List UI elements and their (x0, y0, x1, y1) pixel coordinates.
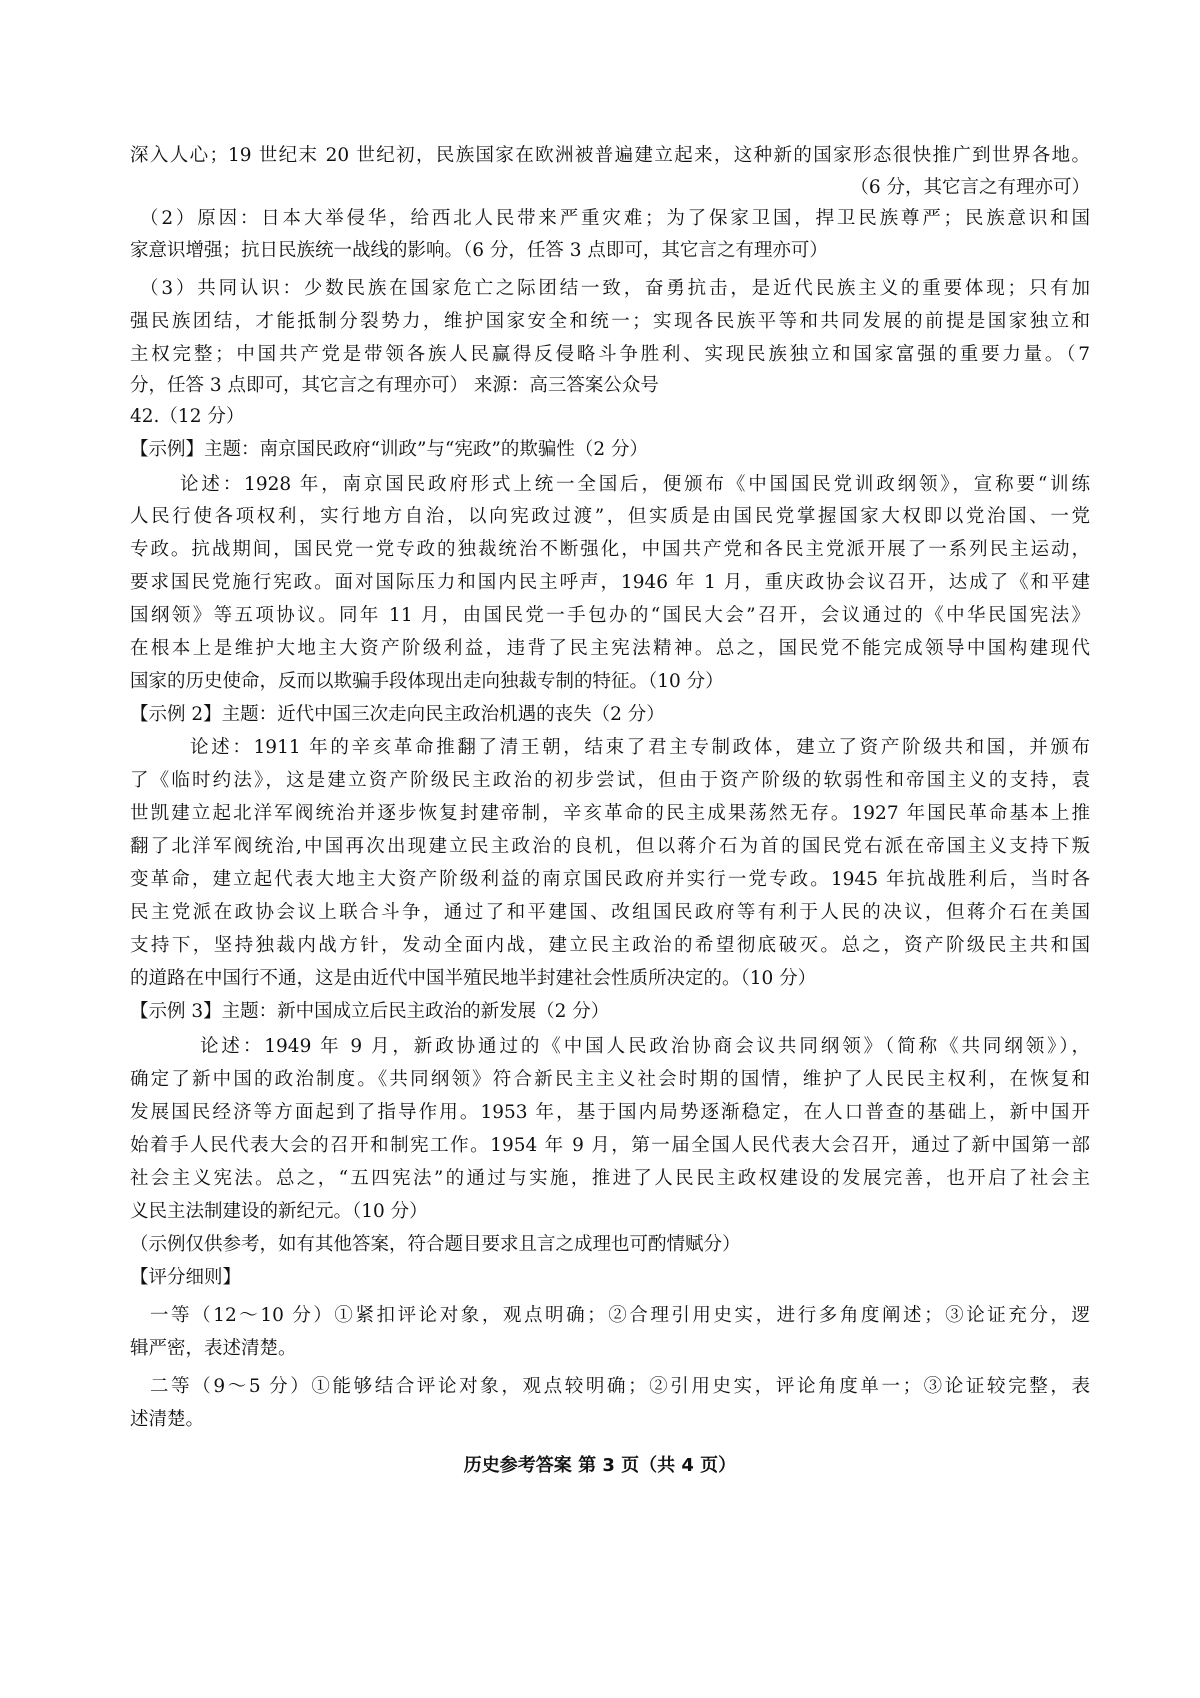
score-note: （6 分，其它言之有理亦可） (850, 177, 1090, 198)
text-line: 始着手人民代表大会的召开和制宪工作。1954 年 9 月，第一届全国人民代表大会召开，通过了新中国第一部 (130, 1135, 1090, 1156)
text-line: 社会主义宪法。总之，“五四宪法”的通过与实施，推进了人民民主政权建设的发展完善，也开启了社会主 (130, 1168, 1090, 1189)
text-line: 发展国民经济等方面起到了指导作用。1953 年，基于国内局势逐渐稳定，在人口普查的基础上，新中国开 (130, 1102, 1090, 1123)
text-line: 深入人心；19 世纪末 20 世纪初，民族国家在欧洲被普遍建立起来，这种新的国家形态很快推广到世界各地。 (130, 145, 1090, 166)
text-line: 国纲领》等五项协议。同年 11 月，由国民党一手包办的“国民大会”召开，会议通过的《中华民国宪法》 (130, 605, 1090, 626)
example-2-argument: 论述：1911 年的辛亥革命推翻了清王朝，结束了君主专制政体，建立了资产阶级共和国，并颁布 (190, 737, 1090, 758)
text-line: 专政。抗战期间，国民党一党专政的独裁统治不断强化，中国共产党和各民主党派开展了一系列民主运动， (130, 539, 1090, 560)
reference-note: （示例仅供参考，如有其他答案，符合题目要求且言之成理也可酌情赋分） (130, 1234, 741, 1255)
question-number: 42.（12 分） (130, 406, 245, 427)
text-line: 了《临时约法》，这是建立资产阶级民主政治的初步尝试，但由于资产阶级的软弱性和帝国主义的支持，袁 (130, 770, 1090, 791)
example-2-theme: 【示例 2】主题：近代中国三次走向民主政治机遇的丧失（2 分） (130, 704, 665, 725)
text-line: 辑严密，表述清楚。 (130, 1338, 297, 1359)
text-line: 人民行使各项权利，实行地方自治，以向宪政过渡”，但实质是由国民党掌握国家大权即以党治国、一党 (130, 506, 1090, 527)
example-1-theme: 【示例】主题：南京国民政府“训政”与“宪政”的欺骗性（2 分） (130, 439, 648, 460)
answer-3-consensus: （3）共同认识：少数民族在国家危亡之际团结一致，奋勇抗击，是近代民族主义的重要体现；只有加 (140, 278, 1090, 299)
text-line: 支持下，坚持独裁内战方针，发动全面内战，建立民主政治的希望彻底破灭。总之，资产阶级民主共和国 (130, 935, 1090, 956)
example-1-argument: 论述：1928 年，南京国民政府形式上统一全国后，便颁布《中国国民党训政纲领》，宣称要“训练 (180, 474, 1090, 495)
text-line: 世凯建立起北洋军阀统治并逐步恢复封建帝制，辛亥革命的民主成果荡然无存。1927 年国民革命基本上推 (130, 803, 1090, 824)
grade-1-criteria: 一等（12～10 分）①紧扣评论对象，观点明确；②合理引用史实，进行多角度阐述；③论证充分，逻 (150, 1305, 1090, 1326)
text-line: 国家的历史使命，反而以欺骗手段体现出走向独裁专制的特征。（10 分） (130, 671, 724, 692)
page-footer: 历史参考答案 第 3 页（共 4 页） (463, 1455, 737, 1476)
text-line: 确定了新中国的政治制度。《共同纲领》符合新民主主义社会时期的国情，维护了人民民主权利，在恢复和 (130, 1069, 1090, 1090)
text-line: 述清楚。 (130, 1409, 205, 1430)
text-line: 家意识增强；抗日民族统一战线的影响。（6 分，任答 3 点即可，其它言之有理亦可） (130, 240, 828, 261)
example-3-theme: 【示例 3】主题：新中国成立后民主政治的新发展（2 分） (130, 1001, 610, 1022)
text-line: 翻了北洋军阀统治,中国再次出现建立民主政治的良机，但以蒋介石为首的国民党右派在帝国主义支持下叛 (130, 836, 1090, 857)
scoring-rules-heading: 【评分细则】 (130, 1267, 242, 1288)
text-line: 分，任答 3 点即可，其它言之有理亦可） 来源：高三答案公众号 (130, 375, 659, 396)
text-line: 强民族团结，才能抵制分裂势力，维护国家安全和统一；实现各民族平等和共同发展的前提是国家独立和 (130, 311, 1090, 332)
text-line: 变革命，建立起代表大地主大资产阶级利益的南京国民政府并实行一党专政。1945 年抗战胜利后，当时各 (130, 869, 1090, 890)
text-line: 在根本上是维护大地主大资产阶级利益，违背了民主宪法精神。总之，国民党不能完成领导中国构建现代 (130, 638, 1090, 659)
text-line: 义民主法制建设的新纪元。（10 分） (130, 1201, 428, 1222)
text-line: 民主党派在政协会议上联合斗争，通过了和平建国、改组国民政府等有利于人民的决议，但蒋介石在美国 (130, 902, 1090, 923)
example-3-argument: 论述：1949 年 9 月，新政协通过的《中国人民政治协商会议共同纲领》（简称《共同纲领》）， (200, 1036, 1090, 1057)
text-line: 主权完整；中国共产党是带领各族人民赢得反侵略斗争胜利、实现民族独立和国家富强的重要力量。（7 (130, 344, 1090, 365)
text-line: 要求国民党施行宪政。面对国际压力和国内民主呼声，1946 年 1 月，重庆政协会议召开，达成了《和平建 (130, 572, 1090, 593)
grade-2-criteria: 二等（9～5 分）①能够结合评论对象，观点较明确；②引用史实，评论角度单一；③论证较完整，表 (150, 1376, 1090, 1397)
text-line: 的道路在中国行不通，这是由近代中国半殖民地半封建社会性质所决定的。（10 分） (130, 968, 817, 989)
answer-2-reason: （2）原因：日本大举侵华，给西北人民带来严重灾难；为了保家卫国，捍卫民族尊严；民族意识和国 (140, 208, 1090, 229)
